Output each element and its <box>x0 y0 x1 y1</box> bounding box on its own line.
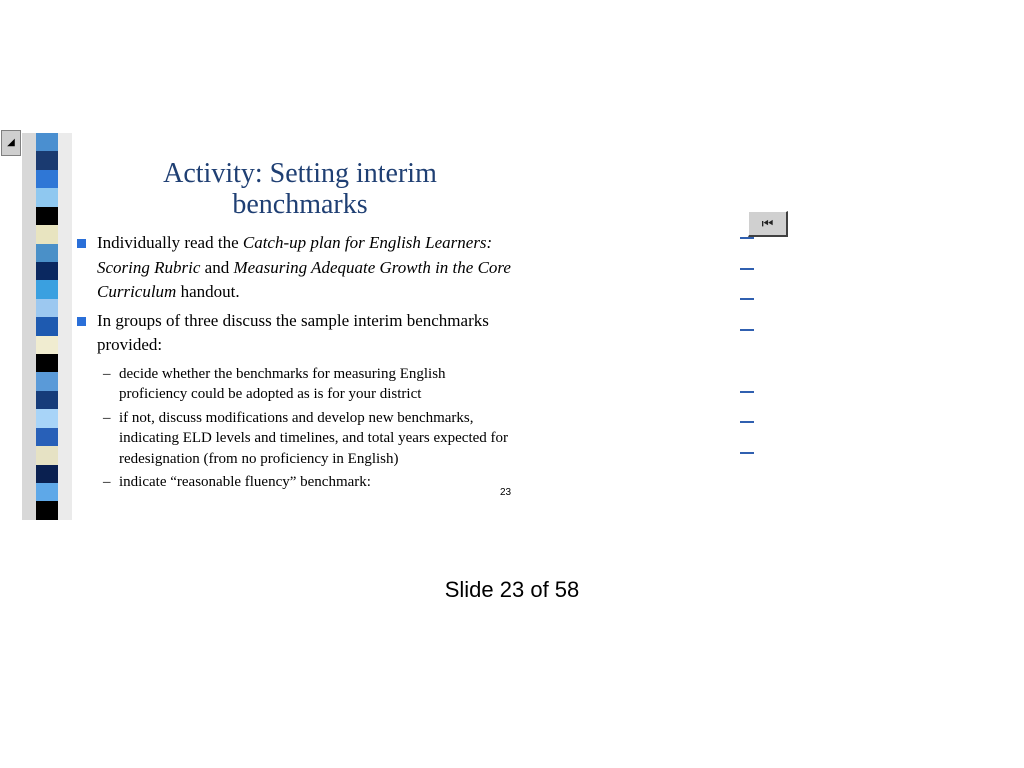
strip-block <box>36 501 58 519</box>
bullet-item <box>77 309 517 358</box>
outline-link[interactable] <box>740 237 754 239</box>
outline-link[interactable] <box>740 452 754 454</box>
strip-block <box>36 188 58 206</box>
dash-bullet: – <box>103 365 111 382</box>
square-bullet-icon <box>77 239 86 248</box>
slide-counter: Slide 23 of 58 <box>444 577 580 602</box>
strip-block <box>36 207 58 225</box>
sub-bullet-text: decide whether the benchmarks for measuring English proficiency could be adopted as is for your district <box>119 365 446 402</box>
rewind-icon: ⏮ <box>761 216 774 231</box>
strip-block <box>36 170 58 188</box>
sub-bullet-item <box>77 408 517 470</box>
strip-block <box>36 317 58 335</box>
strip-blocks <box>36 133 58 520</box>
strip-block <box>36 151 58 169</box>
outline-link[interactable] <box>740 329 754 331</box>
bullet-text: Individually read the <box>97 233 243 252</box>
strip-block <box>36 446 58 464</box>
slide-title-line-2: benchmarks <box>232 189 368 220</box>
strip-block <box>36 280 58 298</box>
strip-block <box>36 372 58 390</box>
square-bullet-icon <box>77 317 86 326</box>
bullet-italic-text: Catch-up plan for English Learners: Scoring Rubric <box>97 233 493 277</box>
dash-bullet: – <box>103 474 111 490</box>
decorative-strip <box>22 133 72 520</box>
outline-link[interactable] <box>740 421 754 423</box>
first-slide-button[interactable] <box>748 211 788 237</box>
bullet-list <box>77 231 517 496</box>
outline-link[interactable] <box>740 268 754 270</box>
strip-block <box>36 483 58 501</box>
dash-bullet: – <box>103 409 111 426</box>
sub-bullet-text: if not, discuss modifications and develop new benchmarks, indicating ELD levels and timelines, and total years expected for redesignation (from no proficiency in English) <box>119 409 509 467</box>
bullet-text: handout. <box>176 282 240 301</box>
bullet-italic-text: Measuring Adequate Growth in the Core Curriculum <box>97 257 511 301</box>
strip-block <box>36 391 58 409</box>
slide-image <box>0 128 520 520</box>
strip-block <box>36 244 58 262</box>
slide-control-button[interactable]: ◢ <box>1 130 21 156</box>
sub-bullet-text: indicate “reasonable fluency” benchmark: <box>119 474 371 490</box>
strip-block <box>36 428 58 446</box>
bullet-item <box>77 231 517 305</box>
strip-block <box>36 354 58 372</box>
slide-title-line-1: Activity: Setting interim <box>163 158 437 189</box>
slide-number: 23 <box>500 487 512 498</box>
strip-block <box>36 336 58 354</box>
strip-block <box>36 225 58 243</box>
bullet-text: and <box>200 257 234 277</box>
strip-block <box>36 465 58 483</box>
sub-bullet-item <box>77 364 517 405</box>
strip-block <box>36 409 58 427</box>
outline-link[interactable] <box>740 298 754 300</box>
sub-bullet-item <box>77 472 517 493</box>
slide-title <box>130 158 470 220</box>
strip-block <box>36 133 58 151</box>
strip-shade-right <box>58 133 72 520</box>
strip-block <box>36 299 58 317</box>
strip-block <box>36 262 58 280</box>
outline-link[interactable] <box>740 391 754 393</box>
bullet-text: In groups of three discuss the sample interim benchmarks provided: <box>97 310 489 354</box>
strip-shade-left <box>22 133 36 520</box>
